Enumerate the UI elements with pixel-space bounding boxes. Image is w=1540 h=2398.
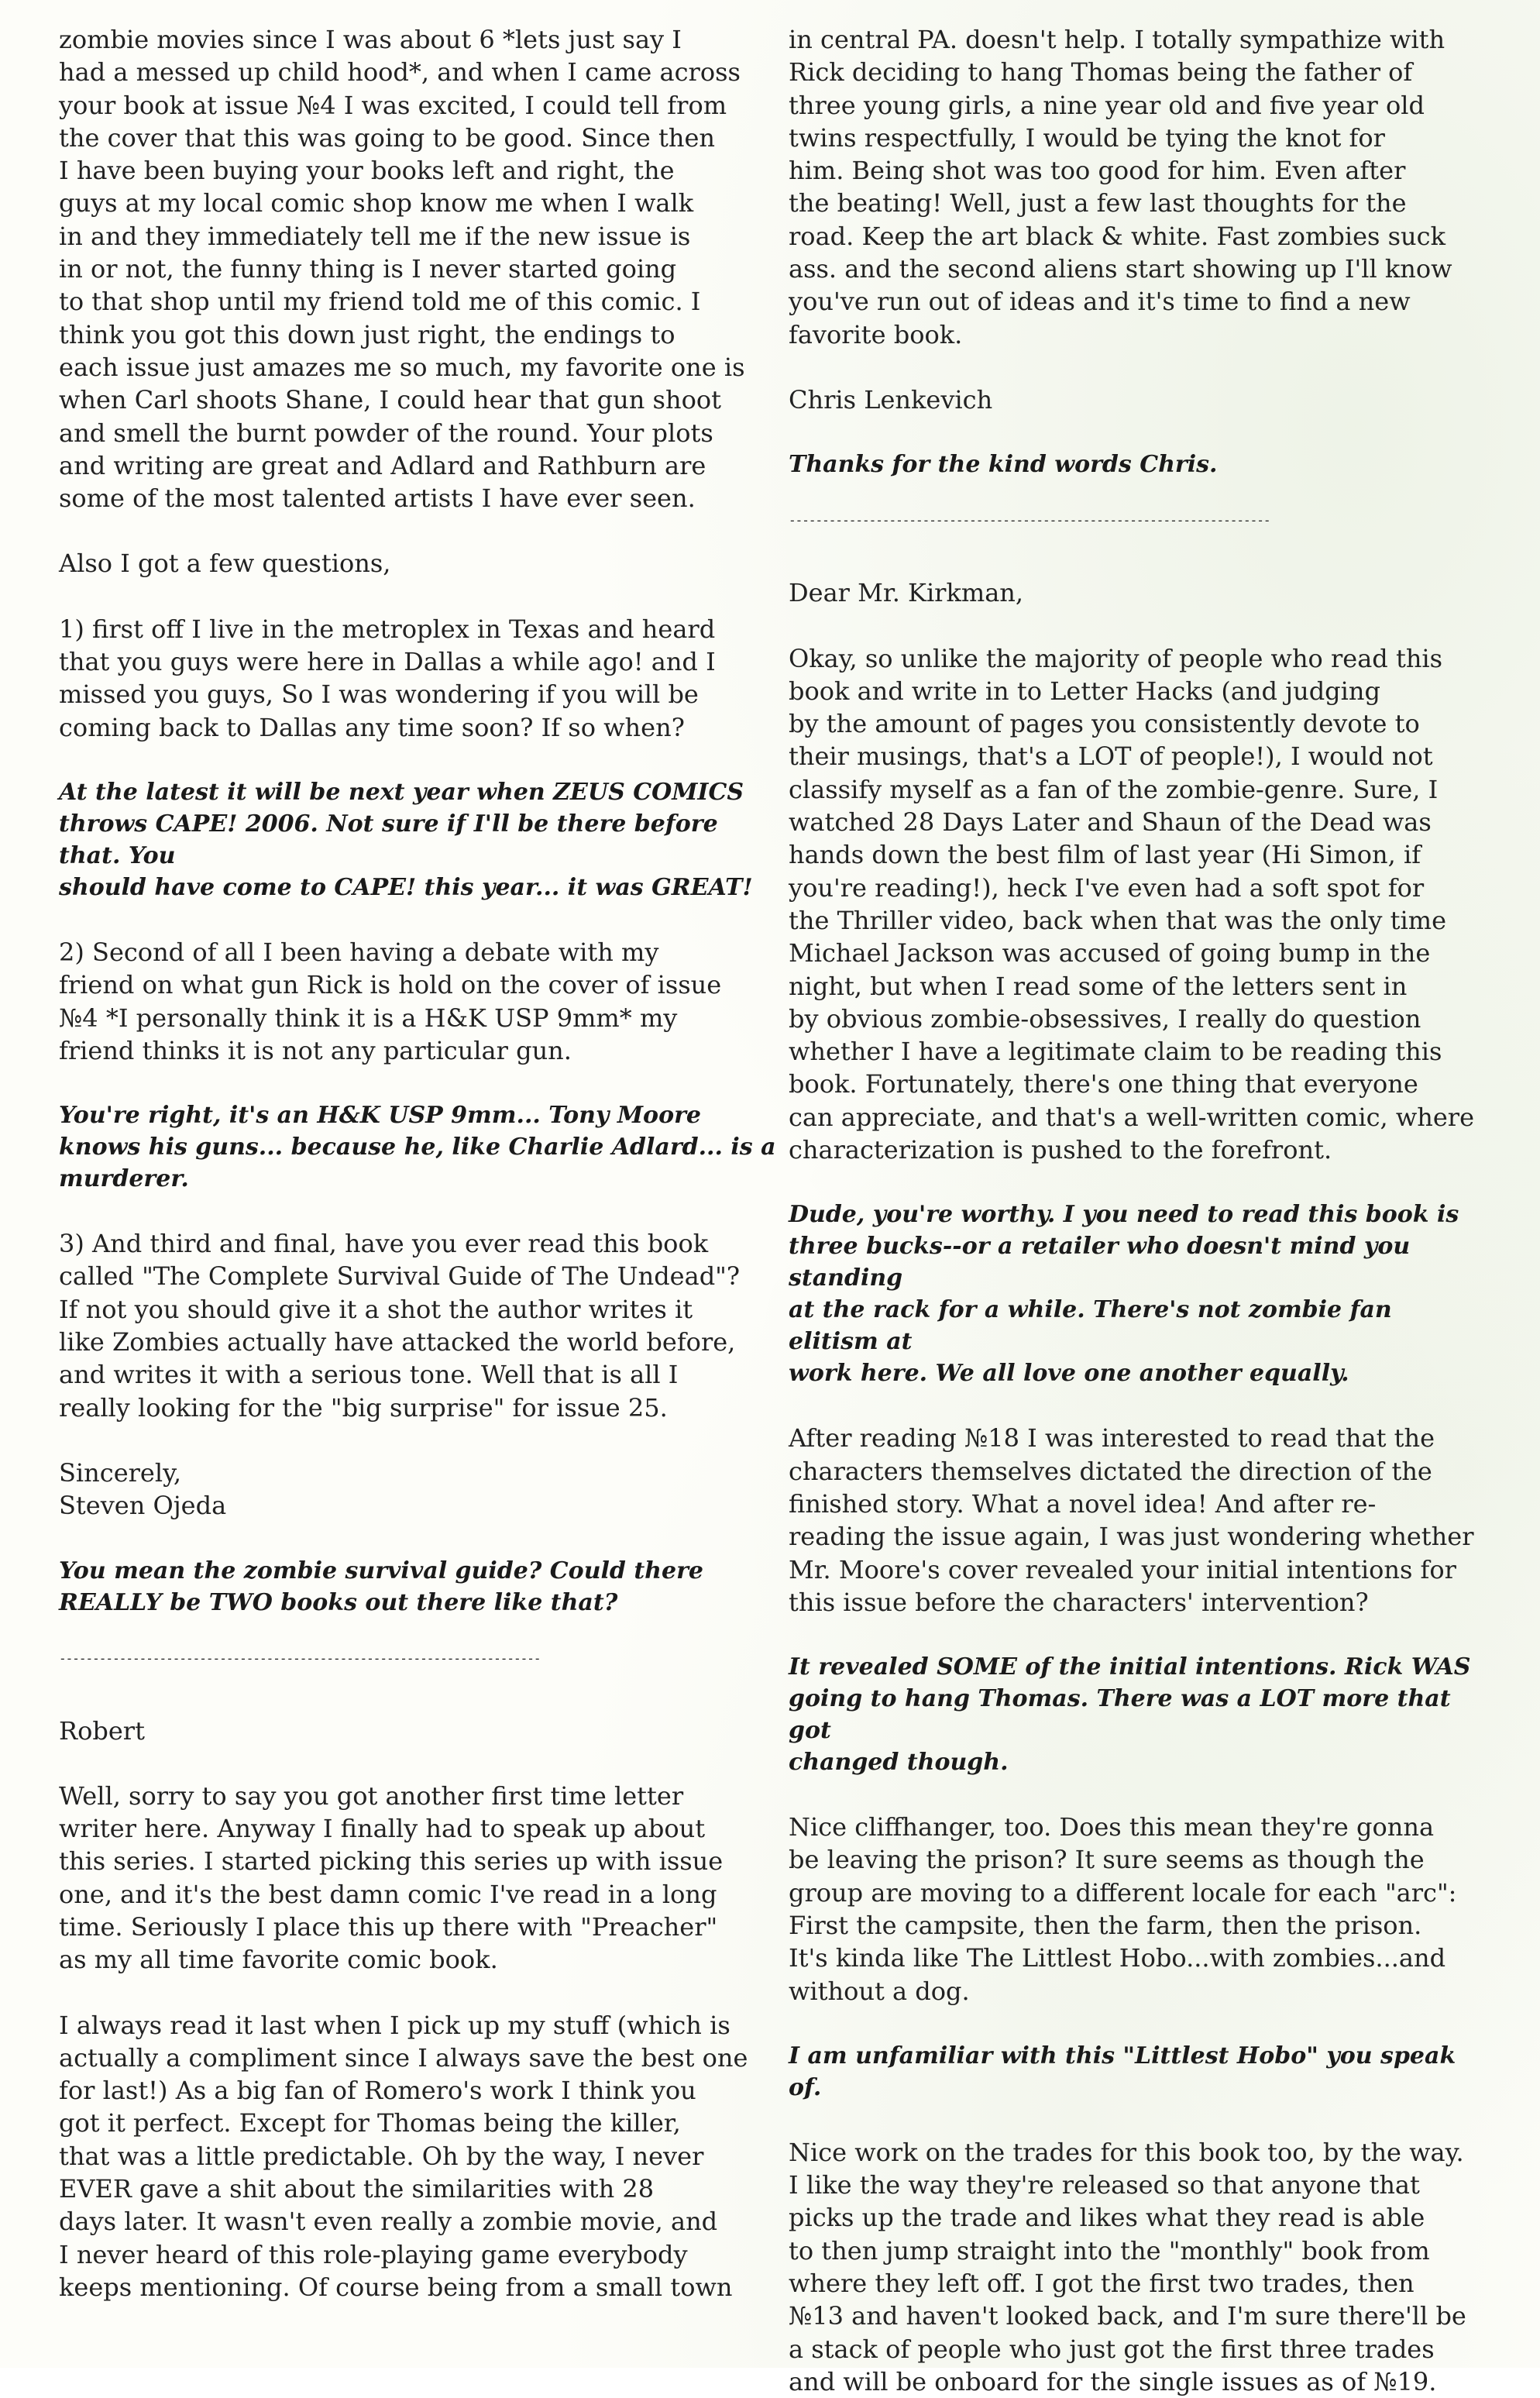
right-column bbox=[789, 23, 1486, 2398]
left-column bbox=[59, 23, 787, 2303]
letter-paragraph: 2) Second of all I been having a debate with my friend on what gun Rick is hold on the cover of issue №4 *I personally think it is a H&K USP 9mm* my friend thinks it is not any particular gun. bbox=[59, 937, 722, 1065]
letter-paragraph: Okay, so unlike the majority of people who read this book and write in to Letter Hacks (and judging by the amount of pages you consistently devote to their musings, that's a LOT of people!), I would not classify myself as a fan of the zombie-genre. Sure, I watched 28 Days Later and Shaun of the Dead was hands down the best film of last year (Hi Simon, if you're reading!), heck I've even had a soft spot for the Thriller video, back when that was the only time Michael Jackson was accused of going bump in the night, but when I read some of the letters sent in by obvious zombie-obsessives, I really do question whether I have a legitimate claim to be reading this book. Fortunately, there's one thing that everyone can appreciate, and that's a well-written comic, where characterization is pushed to the forefront. bbox=[789, 643, 1474, 1165]
letter-paragraph: Also I got a few questions, bbox=[59, 549, 391, 579]
letter-divider: ------------------------------------------------------------------------ bbox=[789, 513, 1270, 528]
editor-reply: Thanks for the kind words Chris. bbox=[789, 451, 1218, 479]
letter-salutation: Robert bbox=[59, 1715, 145, 1746]
editor-reply: You're right, it's an H&K USP 9mm... Tony Moore knows his guns... because he, like Charlie Adlard... is a murderer. bbox=[59, 1102, 776, 1193]
letter-paragraph: Nice work on the trades for this book too, by the way. I like the way they're released so that anyone that picks up the trade and likes what they read is able to then jump straight into the "monthly" book from where they left off. I got the first two trades, then №13 and haven't looked back, and I'm sure there'll be a stack of people who just got the first three trades and will be onboard for the single issues as of №19. bbox=[789, 2137, 1466, 2396]
letter-paragraph: 1) first off I live in the metroplex in Texas and heard that you guys were here in Dallas a while ago! and I missed you guys, So I was wondering if you will be coming back to Dallas any time soon? If so when? bbox=[59, 614, 716, 742]
editor-reply: It revealed SOME of the initial intentions. Rick WAS going to hang Thomas. There was a LOT more that got changed though. bbox=[789, 1653, 1471, 1777]
letter-paragraph: Nice cliffhanger, too. Does this mean they're gonna be leaving the prison? It sure seems as though the group are moving to a different locale for each "arc": First the campsite, then the farm, then the prison. It's kinda like The Littlest Hobo...with zombies...and without a dog. bbox=[789, 1812, 1457, 2006]
letter-paragraph: 3) And third and final, have you ever read this book called "The Complete Survival Guide of The Undead"? If not you should give it a shot the author writes it like Zombies actually have attacked the world before, and writes it with a serious tone. Well that is all I really looking for the "big surprise" for issue 25. bbox=[59, 1229, 741, 1423]
letter-signature: Sincerely, Steven Ojeda bbox=[59, 1457, 227, 1521]
letter-signature: Chris Lenkevich bbox=[789, 384, 993, 415]
letter-salutation: Dear Mr. Kirkman, bbox=[789, 578, 1024, 608]
editor-reply: At the latest it will be next year when ZEUS COMICS throws CAPE! 2006. Not sure if I'll be there before that. You should have come to CAPE! this year... it was GREAT! bbox=[59, 778, 753, 901]
editor-reply: I am unfamiliar with this "Littlest Hobo" you speak of. bbox=[789, 2042, 1456, 2101]
letter-paragraph: Well, sorry to say you got another first time letter writer here. Anyway I finally had to speak up about this series. I started picking this series up with issue one, and it's the best damn comic I've read in a long time. Seriously I place this up there with "Preacher" as my all time favorite comic book. bbox=[59, 1780, 724, 1975]
letter-paragraph: zombie movies since I was about 6 *lets just say I had a messed up child hood*, and when I came across your book at issue №4 I was excited, I could tell from the cover that this was going to be good. Since then I have been buying your books left and right, the guys at my local comic shop know me when I walk in and they immediately tell me if the new issue is in or not, the funny thing is I never started going to that shop until my friend told me of this comic. I think you got this down just right, the endings to each issue just amazes me so much, my favorite one is when Carl shoots Shane, I could hear that gun shoot and smell the burnt powder of the round. Your plots and writing are great and Adlard and Rathburn are some of the most talented artists I have ever seen. bbox=[59, 25, 745, 514]
letter-paragraph: in central PA. doesn't help. I totally sympathize with Rick deciding to hang Thomas being the father of three young girls, a nine year old and five year old twins respectfully, I would be tying the knot for him. Being shot was too good for him. Even after the beating! Well, just a few last thoughts for the road. Keep the art black & white. Fast zombies suck ass. and the second aliens start showing up I'll know you've run out of ideas and it's time to find a new favorite book. bbox=[789, 25, 1452, 349]
letter-paragraph: I always read it last when I pick up my stuff (which is actually a compliment since I always save the best one for last!) As a big fan of Romero's work I think you got it perfect. Except for Thomas being the killer, that was a little predictable. Oh by the way, I never EVER gave a shit about the similarities with 28 days later. It wasn't even really a zombie movie, and I never heard of this role-playing game everybody keeps mentioning. Of course being from a small town bbox=[59, 2010, 748, 2302]
editor-reply: You mean the zombie survival guide? Could there REALLY be TWO books out there like that? bbox=[59, 1557, 703, 1616]
editor-reply: Dude, you're worthy. I you need to read this book is three bucks--or a retailer who doesn't mind you standing at the rack for a while. There's not zombie fan elitism at work here. We all love one another equally. bbox=[789, 1201, 1459, 1388]
letter-paragraph: After reading №18 I was interested to read that the characters themselves dictated the direction of the finished story. What a novel idea! And after re- reading the issue again, I was just wondering whether Mr. Moore's cover revealed your initial intentions for this issue before the characters' intervention? bbox=[789, 1423, 1474, 1617]
letter-divider: ------------------------------------------------------------------------ bbox=[59, 1650, 541, 1666]
